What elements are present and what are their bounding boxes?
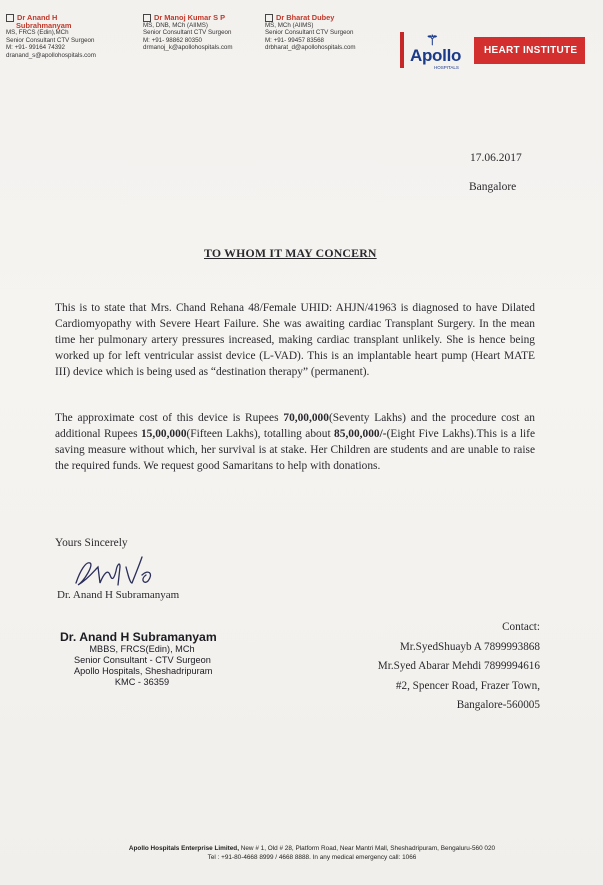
doctor-2-email: drmanoj_k@apollohospitals.com xyxy=(143,44,233,52)
heart-institute-banner: HEART INSTITUTE xyxy=(474,37,585,64)
stamp-title: Senior Consultant - CTV Surgeon xyxy=(74,655,211,665)
doctor-1-degrees: MS, FRCS (Edin),MCh xyxy=(6,29,69,37)
contact-address-2: Bangalore-560005 xyxy=(456,699,540,711)
doctor-stamp xyxy=(60,630,217,688)
letter-date: 17.06.2017 xyxy=(470,152,522,164)
total-cost: 85,00,000/- xyxy=(334,428,387,440)
apollo-symbol-icon: ⚚ xyxy=(426,32,439,48)
doctor-3-email: drbharat_d@apollohospitals.com xyxy=(265,44,356,52)
doctor-3-degrees: MS, MCh (AIIMS) xyxy=(265,22,314,29)
paragraph-diagnosis: This is to state that Mrs. Chand Rehana 48/Female UHID: AHJN/41963 is diagnosed to have Dilated Cardiomyopathy with Severe Heart Failure. She was awaiting cardiac Transplant Surgery. In the mean time her pulmonary artery pressures increased, making cardiac transplant unlikely. She is hence being worked up for left ventricular assist device (L-VAD). This is an implantable heart pump (Heart MATE III) device which is being used as “destination therapy” (permanent). xyxy=(55,302,535,378)
stamp-name: Dr. Anand H Subramanyam xyxy=(60,630,217,644)
doctor-1-title: Senior Consultant CTV Surgeon xyxy=(6,36,95,44)
footer-telephone: Tel : +91-80-4668 8999 / 4668 8888. In any medical emergency call: 1066 xyxy=(207,854,417,861)
doctor-3-phone: M: +91- 99457 83568 xyxy=(265,36,324,44)
doctor-1-header xyxy=(6,14,96,59)
contact-address-1: #2, Spencer Road, Frazer Town, xyxy=(395,679,540,692)
contact-heading: Contact: xyxy=(502,621,540,633)
stamp-degrees: MBBS, FRCS(Edin), MCh xyxy=(89,644,195,654)
handwritten-signature xyxy=(70,553,160,593)
cost-text-2: (Seventy Lakhs) and the procedure cost an additional Rupees xyxy=(55,412,535,440)
doctor-1-name: Dr Anand H xyxy=(17,13,58,22)
signatory-name: Dr. Anand H Subramanyam xyxy=(57,589,180,601)
paragraph-cost xyxy=(55,410,535,474)
apollo-logo xyxy=(400,32,585,68)
contact-person-2: Mr.Syed Abarar Mehdi 7899994616 xyxy=(377,660,540,672)
doctor-3-name: Dr Bharat Dubey xyxy=(276,13,335,22)
device-cost: 70,00,000 xyxy=(283,412,329,424)
doctor-3-header xyxy=(265,14,356,52)
procedure-cost: 15,00,000 xyxy=(140,428,187,440)
stamp-kmc: KMC - 36359 xyxy=(114,677,170,687)
doctor-1-phone: M: +91- 99164 74392 xyxy=(6,44,65,52)
doctor-2-header xyxy=(143,14,233,52)
cost-text-1: The approximate cost of this device is Rupees xyxy=(55,412,284,424)
letter-title: TO WHOM IT MAY CONCERN xyxy=(204,246,377,260)
doctor-2-title: Senior Consultant CTV Surgeon xyxy=(143,29,232,37)
footer-address: New # 1, Old # 28, Platform Road, Near Mantri Mall, Sheshadripuram, Bengaluru-560 020 xyxy=(238,845,496,852)
doctor-2-degrees: MS, DNB, MCh (AIIMS) xyxy=(143,22,208,29)
footer-company: Apollo Hospitals Enterprise Limited, xyxy=(128,845,239,852)
contact-block xyxy=(378,618,540,716)
stamp-hospital: Apollo Hospitals, Sheshadripuram xyxy=(74,666,213,676)
doctor-2-phone: M: +91- 98862 80350 xyxy=(143,36,202,44)
letterhead-footer xyxy=(82,844,542,862)
cost-text-3: (Fifteen Lakhs), totalling about xyxy=(186,428,335,440)
apollo-hospitals-text: HOSPITALS xyxy=(434,65,459,70)
checkbox-icon xyxy=(265,14,273,22)
contact-person-1: Mr.SyedShuayb A 7899993868 xyxy=(399,640,540,653)
closing-salutation: Yours Sincerely xyxy=(55,537,128,549)
letter-place: Bangalore xyxy=(469,181,517,193)
doctor-1-email: dranand_s@apollohospitals.com xyxy=(6,51,96,59)
apollo-mark xyxy=(410,32,470,68)
doctor-3-title: Senior Consultant CTV Surgeon xyxy=(265,29,354,37)
checkbox-icon xyxy=(143,14,151,22)
checkbox-icon xyxy=(6,14,14,22)
apollo-wordmark: Apollo xyxy=(410,46,462,65)
doctor-2-name: Dr Manoj Kumar S P xyxy=(154,13,226,22)
doctor-1-name-cont: Subrahmanyam xyxy=(16,21,72,30)
logo-red-bar xyxy=(400,32,404,68)
cost-text-4: (Eight Five Lakhs).This is a life saving measure without which, her survival is at stake. Her Children are students and are unable to raise the required funds. We request good Samaritans to help with donations. xyxy=(55,428,536,472)
